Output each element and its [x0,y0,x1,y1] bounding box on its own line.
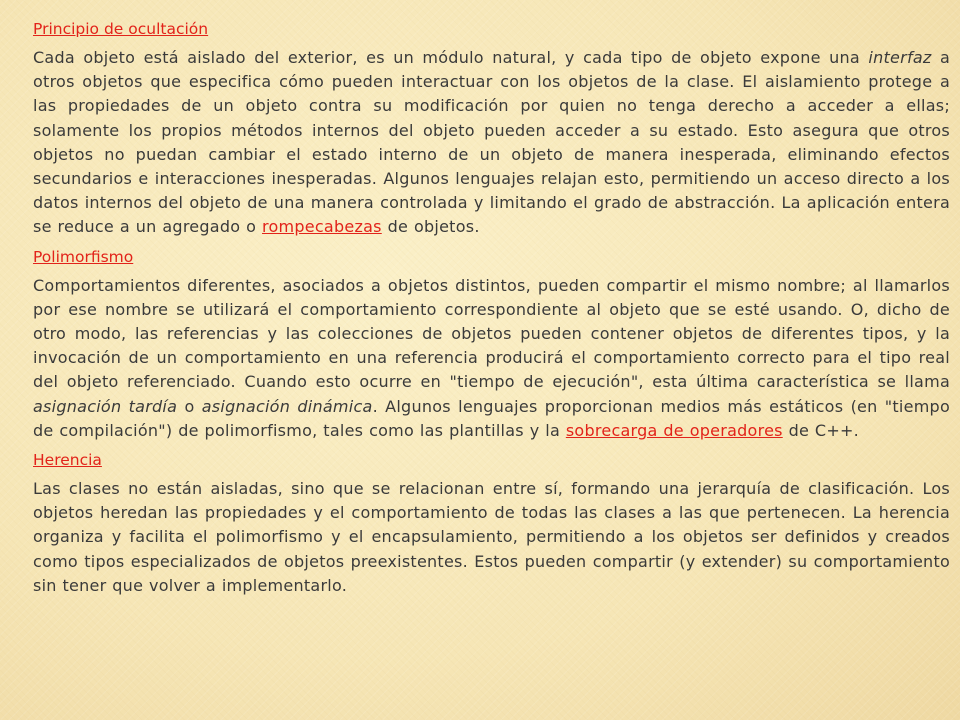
text-segment: de objetos. [381,217,480,237]
paragraph-ocultacion [33,46,950,240]
text-segment: de C++. [782,420,859,440]
text-segment: Las clases no están aisladas, sino que se relacionan entre sí, formando una jerarquía de clasificación. Los objetos heredan las propiedades y el comportamiento de todas las clases a las que pertenecen. La herencia organiza y facilita el polimorfismo y el encapsulamiento, permitiendo a los objetos ser definidos y creados como tipos especializados de objetos preexistentes. Estos pueden compartir (y extender) su comportamiento sin tener que volver a implementarlo. [33,479,950,595]
text-segment: a otros objetos que especifica cómo pueden interactuar con los objetos de la clase. El aislamiento protege a las propiedades de un objeto contra su modificación por quien no tenga derecho a acceder a ellas; solamente los propios métodos internos del objeto pueden acceder a su estado. Esto asegura que otros objetos no puedan cambiar el estado interno de un objeto de manera inesperada, eliminando efectos secundarios e interacciones inesperadas. Algunos lenguajes relajan esto, permitiendo un acceso directo a los datos internos del objeto de una manera controlada y limitando el grado de abstracción. La aplicación entera se reduce a un agregado o [33,48,951,237]
text-segment: . Algunos lenguajes proporcionan medios más estáticos (en "tiempo de compilación") de polimorfismo, tales como las plantillas y la [33,396,951,440]
emphasis-asignacion-tardia: asignación tardía [33,396,178,416]
text-segment: Comportamientos diferentes, asociados a objetos distintos, pueden compartir el mismo nombre; al llamarlos por ese nombre se utilizará el comportamiento correspondiente al objeto que se esté usando. O, dicho de otro modo, las referencias y las colecciones de objetos pueden contener objetos de diferentes tipos, y la invocación de un comportamiento en una referencia producirá el comportamiento correcto para el tipo real del objeto referenciado. Cuando esto ocurre en "tiempo de ejecución", esta última característica se llama [33,275,950,392]
paragraph-polimorfismo [33,274,950,443]
text-segment: o [177,396,202,416]
heading-principio-de-ocultacion[interactable]: Principio de ocultación [33,20,209,38]
slide-content [33,12,950,604]
link-rompecabezas[interactable]: rompecabezas [262,217,382,237]
emphasis-interfaz: interfaz [868,48,932,67]
heading-herencia[interactable]: Herencia [33,451,102,470]
link-sobrecarga-de-operadores[interactable]: sobrecarga de operadores [565,420,783,440]
paragraph-herencia [33,477,950,598]
text-segment: Cada objeto está aislado del exterior, es un módulo natural, y cada tipo de objeto expone una [33,48,869,67]
emphasis-asignacion-dinamica: asignación dinámica [201,396,373,416]
heading-polimorfismo[interactable]: Polimorfismo [33,247,134,266]
